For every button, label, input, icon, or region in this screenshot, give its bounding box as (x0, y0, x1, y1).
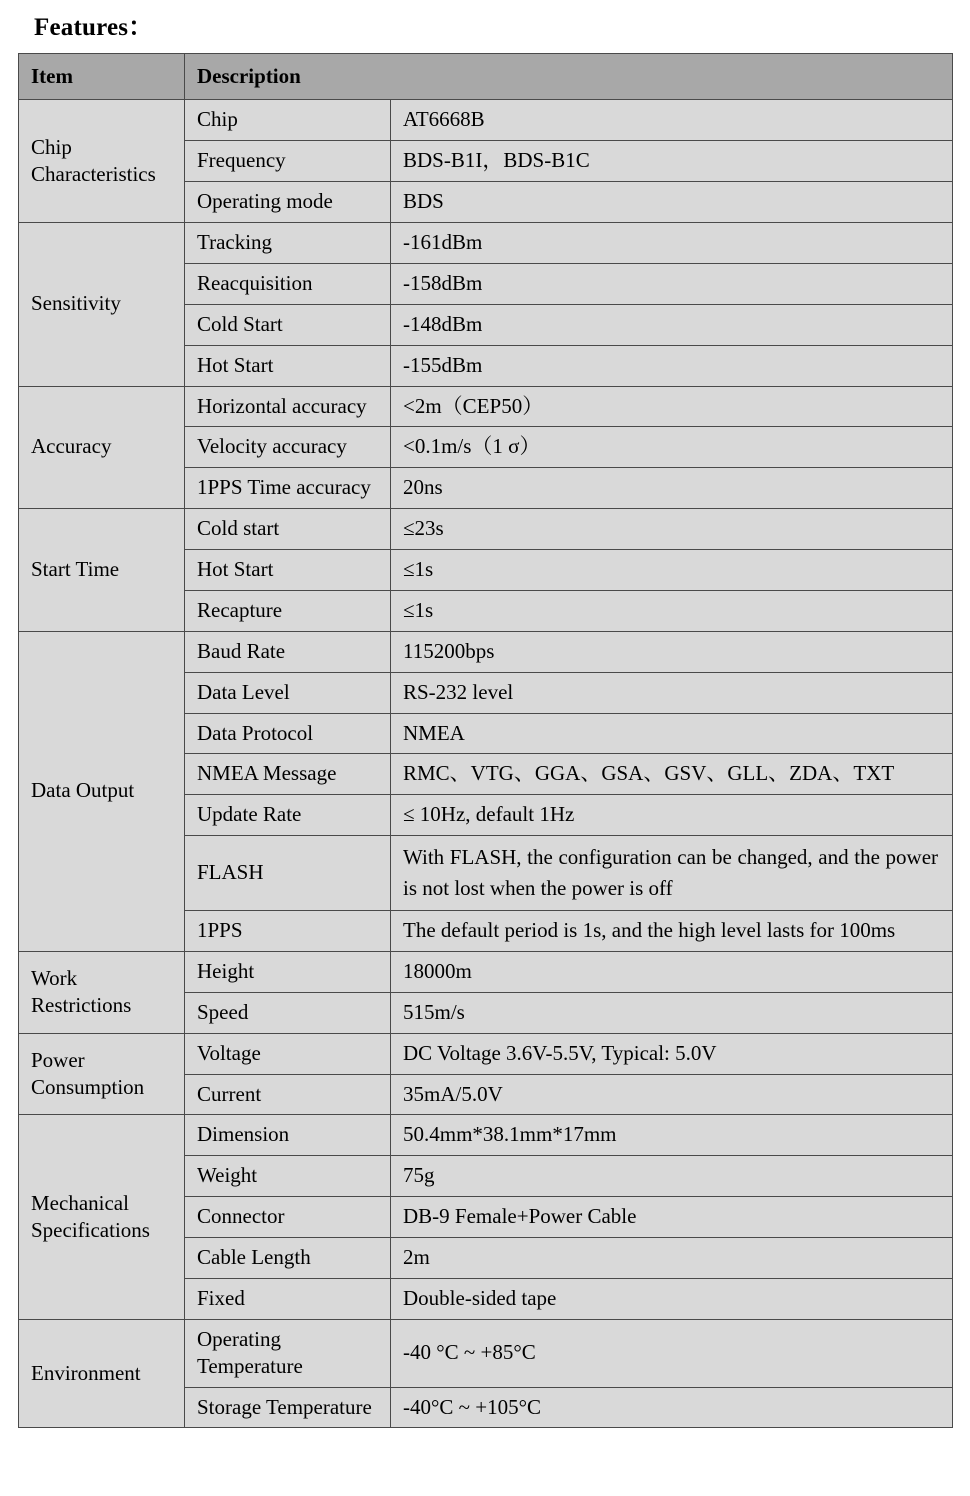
table-header-row (19, 53, 953, 100)
row-value: ≤1s (391, 550, 953, 591)
column-header-description: Description (185, 53, 953, 100)
group-label: Accuracy (19, 386, 185, 509)
row-value: With FLASH, the configuration can be changed, and the power is not lost when the power is off (391, 836, 953, 911)
table-row (19, 509, 953, 550)
row-value: DC Voltage 3.6V-5.5V, Typical: 5.0V (391, 1033, 953, 1074)
row-value: ≤1s (391, 590, 953, 631)
row-label: Storage Temperature (185, 1387, 391, 1428)
group-label: Data Output (19, 631, 185, 951)
row-label: Current (185, 1074, 391, 1115)
row-value: -148dBm (391, 304, 953, 345)
row-label: 1PPS Time accuracy (185, 468, 391, 509)
group-label: Work Restrictions (19, 951, 185, 1033)
row-value: 515m/s (391, 992, 953, 1033)
row-value: -161dBm (391, 223, 953, 264)
row-label: Reacquisition (185, 263, 391, 304)
row-value: ≤23s (391, 509, 953, 550)
table-header (19, 53, 953, 100)
row-label: Horizontal accuracy (185, 386, 391, 427)
row-label: Cable Length (185, 1238, 391, 1279)
row-label: Operating Temperature (185, 1319, 391, 1387)
row-value: BDS-B1I，BDS-B1C (391, 141, 953, 182)
row-label: Hot Start (185, 345, 391, 386)
row-label: Data Protocol (185, 713, 391, 754)
row-value: The default period is 1s, and the high level lasts for 100ms (391, 911, 953, 952)
row-label: FLASH (185, 836, 391, 911)
table-row (19, 100, 953, 141)
row-value: ≤ 10Hz, default 1Hz (391, 795, 953, 836)
row-value: DB-9 Female+Power Cable (391, 1197, 953, 1238)
specifications-table (18, 53, 953, 1429)
row-value: 20ns (391, 468, 953, 509)
table-row (19, 1033, 953, 1074)
row-label: Velocity accuracy (185, 427, 391, 468)
table-row (19, 223, 953, 264)
row-label: Fixed (185, 1278, 391, 1319)
row-value: 115200bps (391, 631, 953, 672)
row-label: Cold start (185, 509, 391, 550)
row-value: AT6668B (391, 100, 953, 141)
row-value: -158dBm (391, 263, 953, 304)
row-value: 18000m (391, 951, 953, 992)
row-value: 75g (391, 1156, 953, 1197)
table-row (19, 386, 953, 427)
row-label: Dimension (185, 1115, 391, 1156)
row-value: Double-sided tape (391, 1278, 953, 1319)
row-label: Baud Rate (185, 631, 391, 672)
table-row (19, 1115, 953, 1156)
table-row (19, 631, 953, 672)
row-label: Recapture (185, 590, 391, 631)
row-value: -40 °C ~ +85°C (391, 1319, 953, 1387)
column-header-item: Item (19, 53, 185, 100)
row-label: NMEA Message (185, 754, 391, 795)
table-body (19, 100, 953, 1428)
row-value: NMEA (391, 713, 953, 754)
group-label: Mechanical Specifications (19, 1115, 185, 1319)
row-label: Cold Start (185, 304, 391, 345)
row-label: Chip (185, 100, 391, 141)
row-label: Hot Start (185, 550, 391, 591)
row-value: <0.1m/s（1 σ） (391, 427, 953, 468)
row-value: RMC、VTG、GGA、GSA、GSV、GLL、ZDA、TXT (391, 754, 953, 795)
group-label: Environment (19, 1319, 185, 1428)
row-label: Update Rate (185, 795, 391, 836)
row-value: -40°C ~ +105°C (391, 1387, 953, 1428)
group-label: Power Consumption (19, 1033, 185, 1115)
row-label: Speed (185, 992, 391, 1033)
row-label: Data Level (185, 672, 391, 713)
row-label: Voltage (185, 1033, 391, 1074)
row-value: 35mA/5.0V (391, 1074, 953, 1115)
row-value: 2m (391, 1238, 953, 1279)
row-value: RS-232 level (391, 672, 953, 713)
row-label: Weight (185, 1156, 391, 1197)
row-label: Frequency (185, 141, 391, 182)
row-value: 50.4mm*38.1mm*17mm (391, 1115, 953, 1156)
row-value: -155dBm (391, 345, 953, 386)
table-row (19, 951, 953, 992)
row-label: Tracking (185, 223, 391, 264)
group-label: Chip Characteristics (19, 100, 185, 223)
row-label: Connector (185, 1197, 391, 1238)
row-label: Height (185, 951, 391, 992)
group-label: Sensitivity (19, 223, 185, 387)
table-row (19, 1319, 953, 1387)
row-value: <2m（CEP50） (391, 386, 953, 427)
row-label: 1PPS (185, 911, 391, 952)
row-label: Operating mode (185, 182, 391, 223)
row-value: BDS (391, 182, 953, 223)
page-title: Features： (34, 14, 154, 41)
group-label: Start Time (19, 509, 185, 632)
